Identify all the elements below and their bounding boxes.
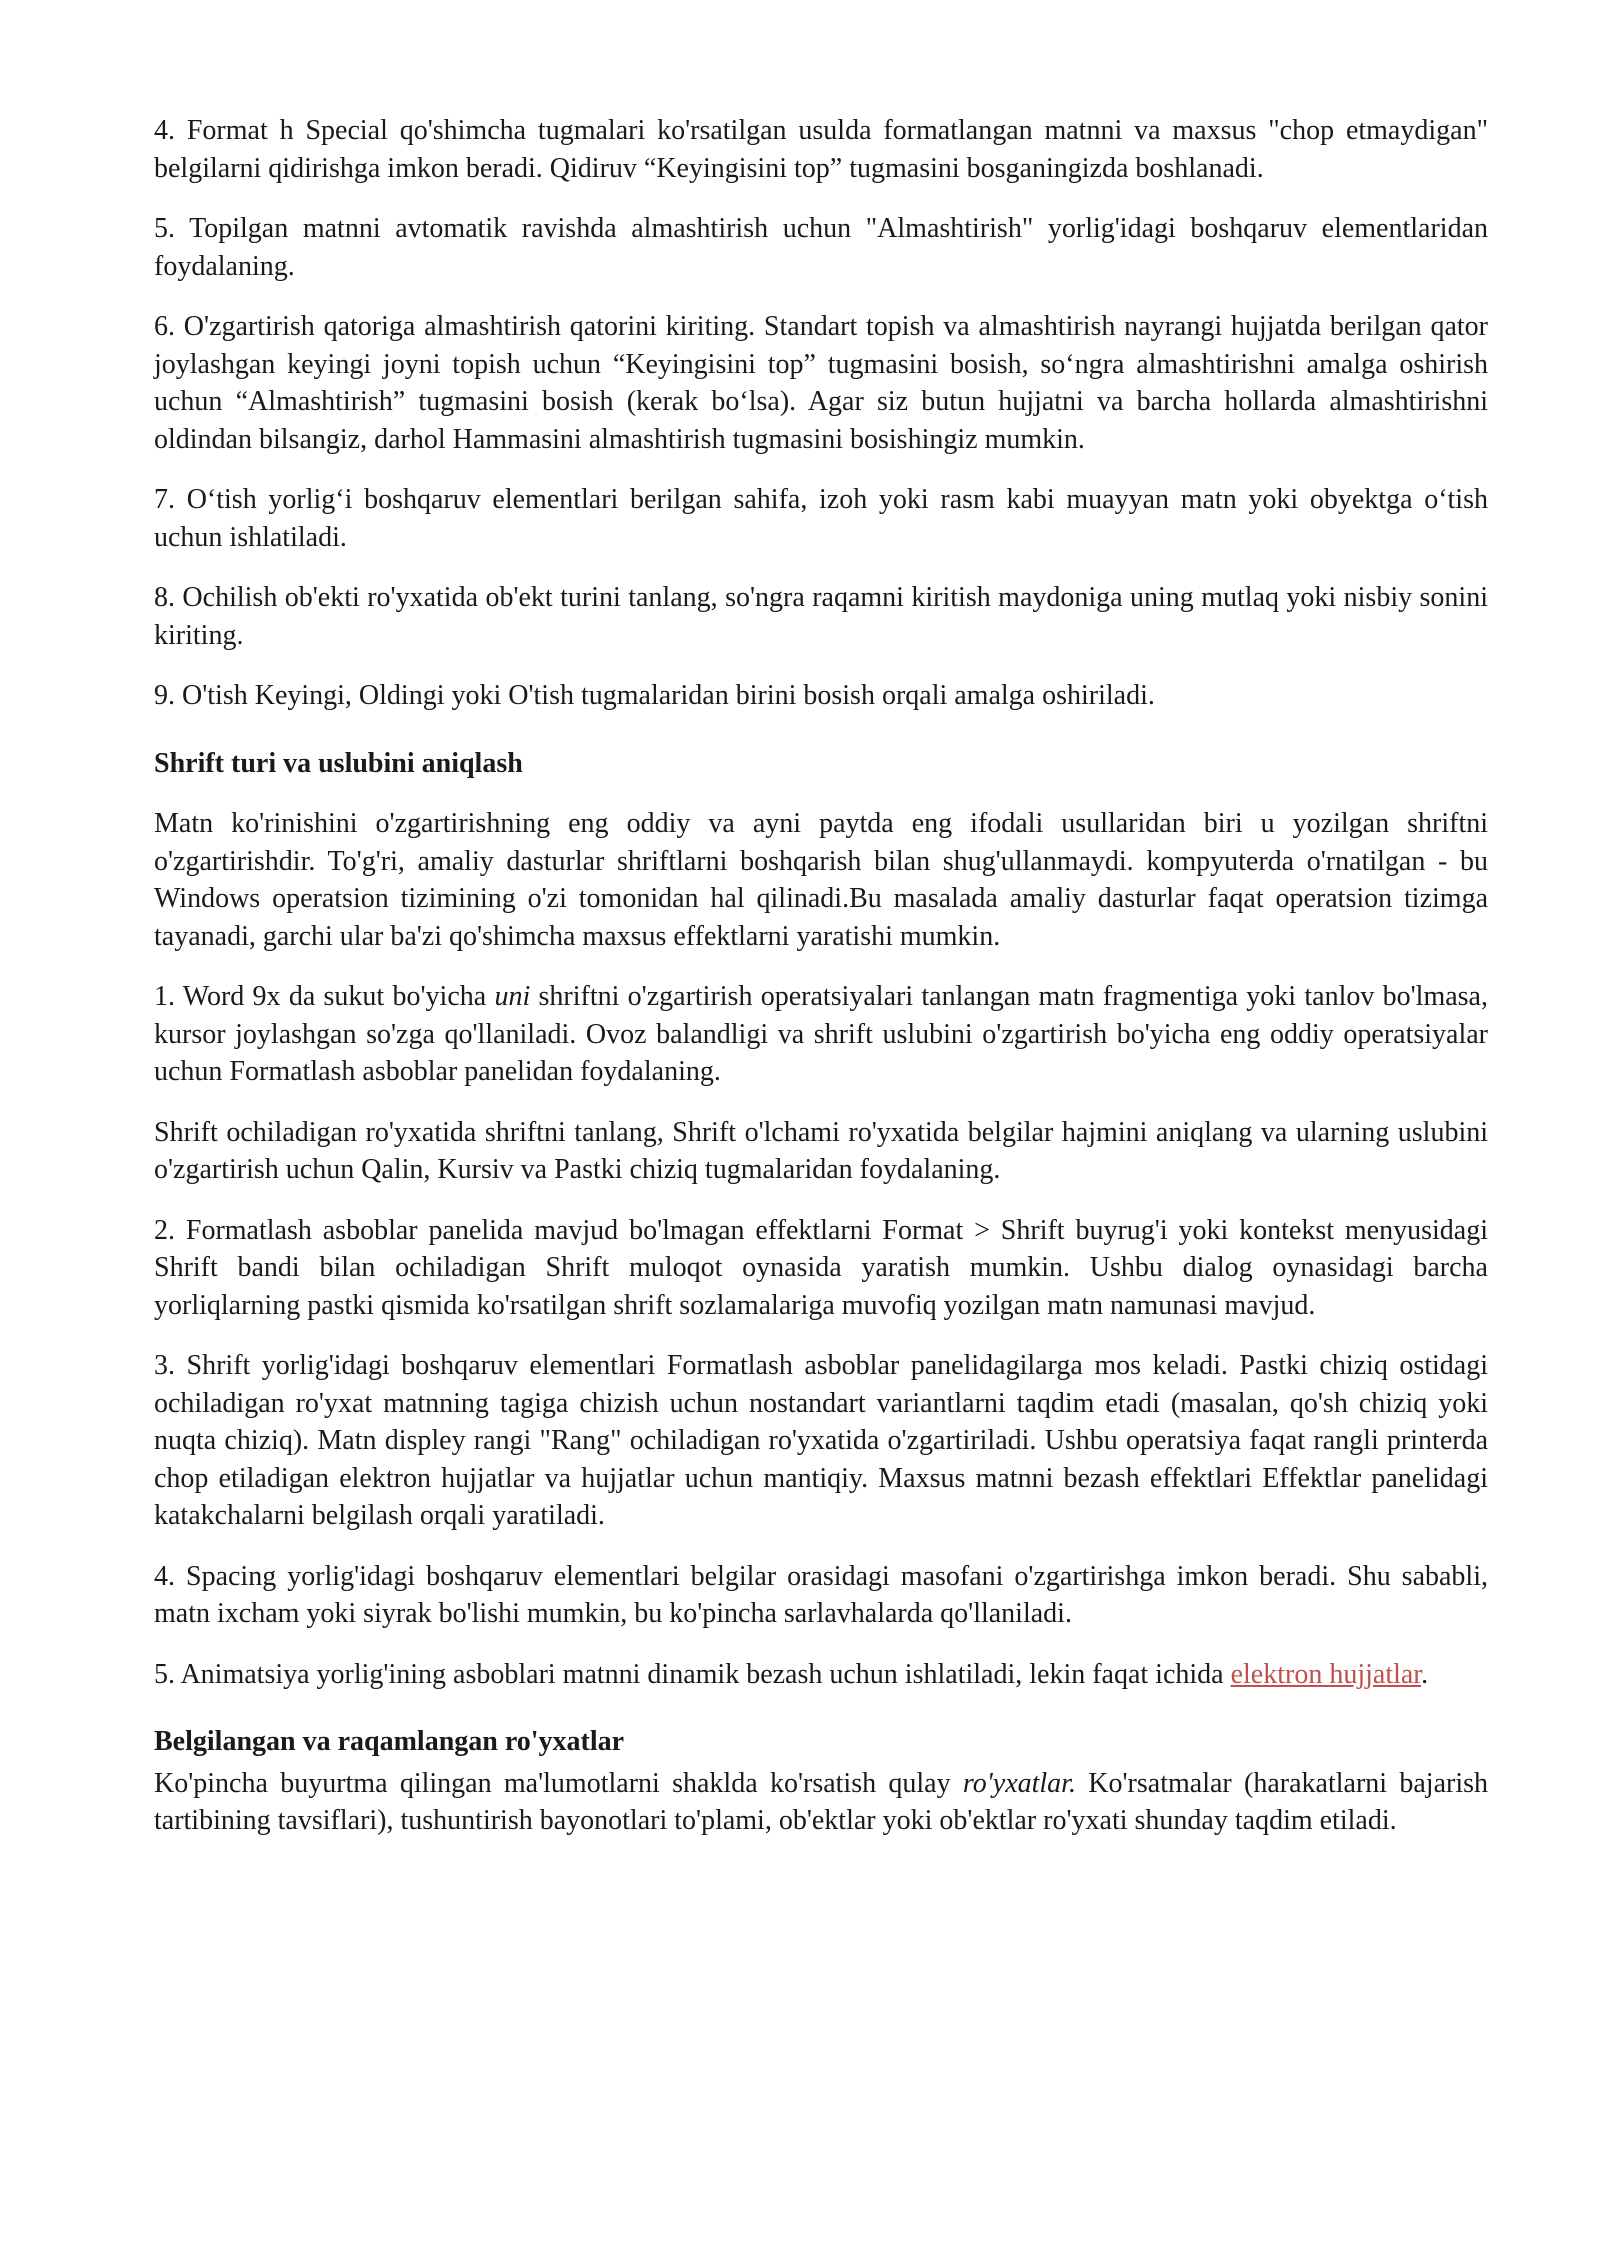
section-heading-font: Shrift turi va uslubini aniqlash	[154, 747, 523, 779]
document-page	[154, 112, 1488, 1863]
paragraph-font-item-5	[154, 1656, 1488, 1694]
paragraph-font-item-4: 4. Spacing yorlig'idagi boshqaruv elementlari belgilar orasidagi masofani o'zgartirishga imkon beradi. Shu sababli, matn ixcham yoki siyrak bo'lishi mumkin, bu ko'pincha sarlavhalarda qo'llaniladi.	[154, 1560, 1488, 1629]
text-run: .	[1421, 1658, 1429, 1690]
paragraph-font-list: Shrift ochiladigan ro'yxatida shriftni tanlang, Shrift o'lchami ro'yxatida belgilar hajmini aniqlang va ularning uslubini o'zgartirish uchun Qalin, Kursiv va Pastki chiziq tugmalaridan foydalaning.	[154, 1116, 1488, 1185]
italic-text-run: uni	[494, 981, 531, 1012]
paragraph-item-9: 9. O'tish Keyingi, Oldingi yoki O'tish tugmalaridan birini bosish orqali amalga oshiriladi.	[154, 680, 1155, 711]
paragraph-item-7: 7. O‘tish yorlig‘i boshqaruv elementlari berilgan sahifa, izoh yoki rasm kabi muayyan matn yoki obyektga o‘tish uchun ishlatiladi.	[154, 484, 1488, 553]
text-run: Ko'pincha buyurtma qilingan ma'lumotlarni shaklda ko'rsatish qulay	[154, 1767, 963, 1799]
paragraph-item-4: 4. Format h Special qo'shimcha tugmalari ko'rsatilgan usulda formatlangan matnni va maxsus "chop etmaydigan" belgilarni qidirishga imkon beradi. Qidiruv “Keyingisini top” tugmasini bosganingizda boshlanadi.	[154, 115, 1488, 184]
paragraph-item-8: 8. Ochilish ob'ekti ro'yxatida ob'ekt turini tanlang, so'ngra raqamni kiritish maydoniga uning mutlaq yoki nisbiy sonini kiriting.	[154, 582, 1488, 651]
paragraph-item-6: 6. O'zgartirish qatoriga almashtirish qatorini kiriting. Standart topish va almashtirish nayrangi hujjatda berilgan qator joylashgan keyingi joyni topish uchun “Keyingisini top” tugmasini bosish, so‘ngra almashtirishni amalga oshirish uchun “Almashtirish” tugmasini bosish (kerak bo‘lsa). Agar siz butun hujjatni va barcha hollarda almashtirishni oldindan bilsangiz, darhol Hammasini almashtirish tugmasini bosishingiz mumkin.	[154, 311, 1488, 455]
section-heading-lists: Belgilangan va raqamlangan ro'yxatlar	[154, 1726, 625, 1757]
text-run: 1. Word 9x da sukut bo'yicha	[154, 981, 495, 1012]
electronic-documents-link[interactable]: elektron hujjatlar	[1230, 1658, 1422, 1690]
text-run: Ko'rsatmalar (harakatlarni bajarish tartibining tavsiflari), tushuntirish bayonotlari to'plami, ob'ektlar yoki ob'ektlar ro'yxati shunday taqdim etiladi.	[154, 1767, 1488, 1836]
paragraph-font-item-1	[154, 978, 1488, 1091]
italic-text-run: ro'yxatlar.	[962, 1767, 1076, 1799]
paragraph-lists-intro	[154, 1765, 1488, 1840]
text-run: shriftni o'zgartirish operatsiyalari tanlangan matn fragmentiga yoki tanlov bo'lmasa, kursor joylashgan so'zga qo'llaniladi. Ovoz balandligi va shrift uslubini o'zgartirish bo'yicha eng oddiy operatsiyalar uchun Formatlash asboblar panelidan foydalaning.	[154, 981, 1488, 1087]
paragraph-font-item-3: 3. Shrift yorlig'idagi boshqaruv elementlari Formatlash asboblar panelidagilarga mos keladi. Pastki chiziq ostidagi ochiladigan ro'yxat matnning tagiga chizish uchun nostandart variantlarni taqdim etadi (masalan, qo'sh chiziq yoki nuqta chiziq). Matn displey rangi "Rang" ochiladigan ro'yxatida o'zgartiriladi. Ushbu operatsiya faqat rangli printerda chop etiladigan elektron hujjatlar va hujjatlar uchun mantiqiy. Maxsus matnni bezash effektlari Effektlar panelidagi katakchalarni belgilash orqali yaratiladi.	[154, 1350, 1488, 1531]
paragraph-item-5: 5. Topilgan matnni avtomatik ravishda almashtirish uchun "Almashtirish" yorlig'idagi boshqaruv elementlaridan foydalaning.	[154, 213, 1488, 282]
paragraph-font-item-2: 2. Formatlash asboblar panelida mavjud bo'lmagan effektlarni Format > Shrift buyrug'i yoki kontekst menyusidagi Shrift bandi bilan ochiladigan Shrift muloqot oynasida yaratish mumkin. Ushbu dialog oynasidagi barcha yorliqlarning pastki qismida ko'rsatilgan shrift sozlamalariga muvofiq yozilgan matn namunasi mavjud.	[154, 1214, 1488, 1321]
paragraph-font-intro: Matn ko'rinishini o'zgartirishning eng oddiy va ayni paytda eng ifodali usullaridan biri u yozilgan shriftni o'zgartirishdir. To'g'ri, amaliy dasturlar shriftlarni boshqarish bilan shug'ullanmaydi. kompyuterda o'rnatilgan - bu Windows operatsion tizimining o'zi tomonidan hal qilinadi.Bu masalada amaliy dasturlar faqat operatsion tizimga tayanadi, garchi ular ba'zi qo'shimcha maxsus effektlarni yaratishi mumkin.	[154, 808, 1488, 952]
text-run: 5. Animatsiya yorlig'ining asboblari matnni dinamik bezash uchun ishlatiladi, lekin faqat ichida	[154, 1658, 1231, 1690]
